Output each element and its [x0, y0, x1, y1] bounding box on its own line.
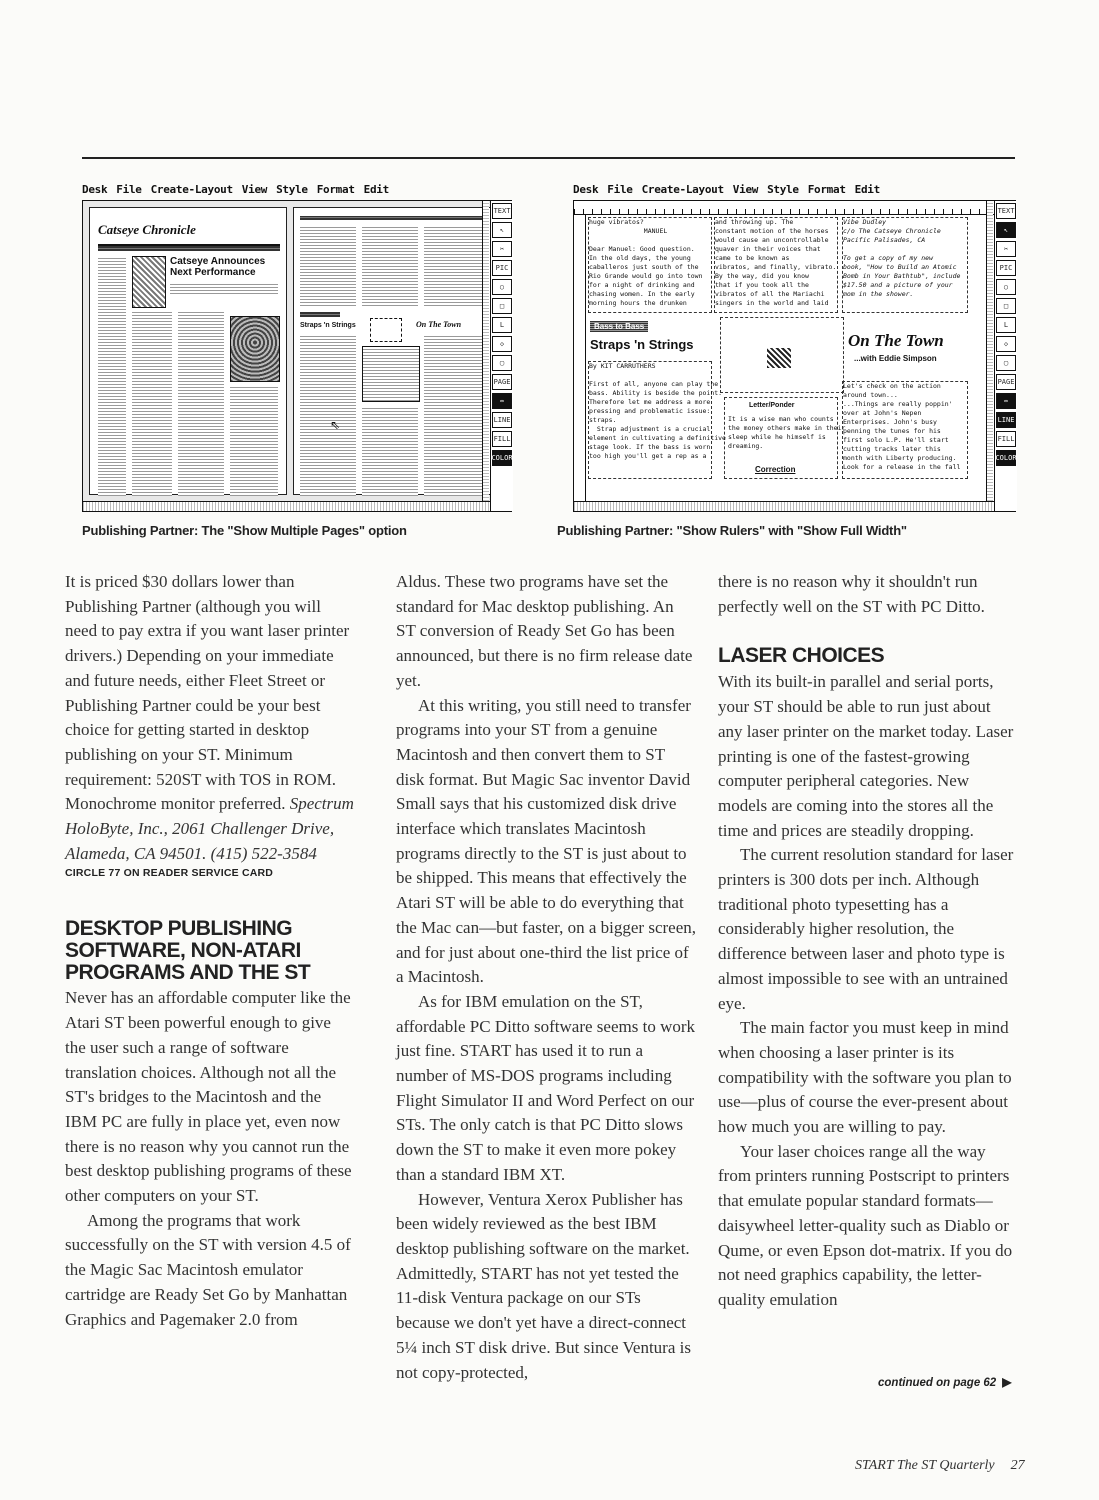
paragraph: The main factor you must keep in mind when choosing a laser printer is its compatibility with the software you plan to use—plus of course the ever-present about how much you are willing to pay. [718, 1018, 1012, 1137]
paragraph: there is no reason why it shouldn't run perfectly well on the ST with PC Ditto. [718, 572, 985, 616]
picture-tool[interactable]: PIC [492, 260, 512, 276]
article-column-3 [718, 570, 1018, 1313]
menu-view[interactable]: View [241, 183, 268, 196]
paragraph: Aldus. These two programs have set the standard for Mac desktop publishing. An ST conversion of Ready Set Go has been announced, but there is no firm release date yet. [396, 572, 693, 690]
menu-desk[interactable]: Desk [573, 183, 599, 196]
scissors-icon[interactable]: ✂ [996, 241, 1016, 257]
page-number: 27 [1010, 1458, 1025, 1473]
page-tool[interactable]: PAGE [996, 374, 1016, 390]
sidebar-correction: Correction [755, 465, 796, 474]
masthead [98, 212, 280, 246]
oval-icon[interactable]: ○ [492, 279, 512, 295]
scissors-icon[interactable]: ✂ [492, 241, 512, 257]
heading-straps-n-strings: Straps 'n Strings [590, 337, 694, 352]
swap-arrows-icon[interactable]: ⇔ [492, 393, 512, 409]
headline-1: Catseye Announces Next Performance [170, 256, 266, 278]
page-thumbnail-1[interactable] [89, 207, 287, 495]
vertical-ruler [574, 214, 586, 501]
horizontal-ruler [574, 201, 997, 215]
article-column-2 [396, 570, 696, 1385]
oval-icon[interactable]: ○ [996, 279, 1016, 295]
menu-bar [573, 183, 1016, 199]
text-frame-letter[interactable]: huge vibratos? MANUEL Dear Manuel: Good question. In the old days, the young caballeros just south of the Rio Grande would go into town for a night of drinking and chasing women. In the early morning hours the drunken [588, 217, 712, 313]
document-window [573, 200, 1016, 512]
vertical-scrollbar[interactable] [986, 201, 993, 501]
menu-format[interactable]: Format [316, 183, 355, 196]
byline-eddie-simpson: ...with Eddie Simpson [854, 354, 937, 363]
paragraph-text: It is priced $30 dollars lower than Publishing Partner (although you will need to pay extra if you want laser printer drivers.) Depending on your immediate and future needs, either Fleet Street or Publishing Partner could be your best choice for getting started in desktop publishing on your ST. Minimum requirement: 520ST with TOS in ROM. Monochrome monitor preferred. [65, 572, 350, 814]
paragraph: With its built-in parallel and serial ports, your ST should be able to run just about any laser printer on the market today. Laser printing is one of the fastest-growing computer peripheral categories. New models are coming into the stores all the time and prices are steadily dropping. [718, 672, 1014, 840]
paragraph: However, Ventura Xerox Publisher has been widely reviewed as the best IBM desktop publishing software on the market. Admittedly, START has not yet tested the 11-disk Ventura package on our STs because we don't yet have a direct-connect 5¼ inch ST disk drive. But since Ventura is not copy-protected, [396, 1189, 691, 1382]
continued-text: continued on page 62 [878, 1377, 997, 1389]
page-footer [855, 1458, 1025, 1474]
portrait-photo [230, 316, 280, 382]
picture-tool[interactable]: PIC [996, 260, 1016, 276]
line-angle-icon[interactable]: L [492, 317, 512, 333]
arrow-icon[interactable]: ↖ [996, 222, 1016, 238]
rectangle-icon[interactable]: □ [996, 298, 1016, 314]
section-heading-desktop-publishing: DESKTOP PUBLISHING SOFTWARE, NON-ATARI PROGRAMS AND THE ST [65, 917, 311, 985]
page-canvas[interactable] [83, 201, 493, 501]
diamond-icon[interactable]: ◇ [492, 336, 512, 352]
arrow-icon[interactable]: ↖ [492, 222, 512, 238]
text-frame-town-article[interactable]: Let's check on the action around town... ...Things are really poppin' over at John's Nepen Enterprises. John's busy penning the tunes for his first solo L.P. He'll start cutting tracks later this month with Liberty producing. Look for a release in the fall [842, 381, 968, 479]
menu-edit[interactable]: Edit [363, 183, 389, 196]
magazine-name: START The ST Quarterly [855, 1458, 995, 1473]
page-thumbnail-2[interactable] [293, 207, 491, 495]
paragraph: The current resolution standard for laser printers is 300 dots per inch. Although traditional photo typesetting has a considerably higher resolution, the difference between laser and photo type is almost impossible to see with an untrained eye. [718, 845, 1014, 1013]
vendor-credit: Spectrum HoloByte, Inc., 2061 Challenger Drive, Alameda, CA 94501. (415) 522-3584 [65, 794, 354, 863]
menu-file[interactable]: File [116, 183, 142, 196]
headline-town: On The Town [416, 320, 462, 329]
photo-placeholder [132, 256, 166, 308]
horizontal-scrollbar[interactable] [574, 501, 1015, 511]
sidebar-box[interactable] [724, 397, 846, 479]
masthead-title: Catseye Chronicle [98, 222, 196, 237]
menu-create-layout[interactable]: Create-Layout [150, 183, 233, 196]
diamond-icon[interactable]: ◇ [996, 336, 1016, 352]
tool-palette [490, 201, 513, 511]
paragraph [65, 570, 355, 866]
menu-desk[interactable]: Desk [82, 183, 108, 196]
horizontal-scrollbar[interactable] [83, 501, 511, 511]
line-tool[interactable]: LINE [996, 412, 1016, 428]
text-frame-signoff[interactable]: Vibe Dudley c/o The Catseye Chronicle Pacific Palisades, CA To get a copy of my new book, "How to Build an Atomic Bomb in Your Bathtub", include $17.50 and a picture of your mom in the shower. [842, 217, 968, 313]
triangle-right-icon: ▶ [1002, 1375, 1012, 1389]
rectangle-icon[interactable]: □ [492, 298, 512, 314]
menu-style[interactable]: Style [767, 183, 799, 196]
guitar-graphic [370, 318, 402, 342]
guitar-graphic [720, 317, 844, 393]
headline-straps: Straps 'n Strings [300, 322, 356, 329]
frame-icon[interactable]: ▢ [492, 355, 512, 371]
fill-tool[interactable]: FILL [996, 431, 1016, 447]
vertical-scrollbar[interactable] [482, 201, 489, 501]
menu-edit[interactable]: Edit [854, 183, 880, 196]
text-frame-straps-article[interactable]: By KIT CARRUTHERS First of all, anyone can play the bass. Ability is beside the point. Therefore let me address a more pressing and problematic issue: straps. Strap adjustment is a crucial element in cultivating a definitive stage look. If the bass is worn too high you'll get a rep as a [588, 361, 712, 479]
page-canvas[interactable] [574, 201, 997, 501]
heading-on-the-town: On The Town [848, 331, 944, 350]
text-tool[interactable]: TEXT [996, 203, 1016, 219]
continued-note [878, 1375, 1011, 1389]
text-frame-answer[interactable]: and throwing up. The constant motion of the horses would cause an uncontrollable quaver in their voices that came to be known as vibratos, and finally, vibrato. By the way, did you know that if you took all the vibratos of all the Mariachi singers in the world and laid [714, 217, 838, 313]
line-angle-icon[interactable]: L [996, 317, 1016, 333]
top-rule [82, 157, 1015, 159]
section-heading-laser-choices: LASER CHOICES [718, 644, 885, 668]
paragraph: As for IBM emulation on the ST, affordable PC Ditto software seems to work just fine. START has used it to run a number of MS-DOS programs including Flight Simulator II and Word Perfect on our STs. The only catch is that PC Ditto slows down the ST to make it even more pokey than a standard IBM XT. [396, 991, 696, 1184]
reader-service-note: CIRCLE 77 ON READER SERVICE CARD [65, 867, 274, 880]
sidebar-title: Letter/Ponder [749, 402, 795, 409]
article-column-1 [65, 570, 355, 1332]
text-tool[interactable]: TEXT [492, 203, 512, 219]
fill-tool[interactable]: FILL [492, 431, 512, 447]
menu-style[interactable]: Style [276, 183, 308, 196]
document-window [82, 200, 512, 512]
color-tool[interactable]: COLOR [492, 450, 512, 466]
menu-format[interactable]: Format [807, 183, 846, 196]
paragraph: Never has an affordable computer like the Atari ST been powerful enough to give the user such a range of software translation choices. Although not all the ST's bridges to the Macintosh and the IBM PC are fully in place yet, even now there is no reason why you cannot run the best desktop publishing programs of these other computers on your ST. [65, 988, 352, 1206]
paragraph: Your laser choices range all the way from printers running Postscript to printers that emulate popular standard formats—daisywheel letter-quality such as Diablo or Qume, or even Epson dot-matrix. If you do not need graphics capability, the letter-quality emulation [718, 1141, 1013, 1309]
caption-multiple-pages: Publishing Partner: The "Show Multiple Pages" option [82, 523, 407, 538]
page-tool[interactable]: PAGE [492, 374, 512, 390]
swap-arrows-icon[interactable]: ⇔ [996, 393, 1016, 409]
screenshot-rulers-full-width [573, 183, 1016, 513]
frame-icon[interactable]: ▢ [996, 355, 1016, 371]
menu-view[interactable]: View [732, 183, 759, 196]
menu-file[interactable]: File [607, 183, 633, 196]
screenshot-multiple-pages [82, 183, 512, 513]
tool-palette [994, 201, 1017, 511]
menu-create-layout[interactable]: Create-Layout [641, 183, 724, 196]
caption-rulers: Publishing Partner: "Show Rulers" with "Show Full Width" [557, 523, 907, 538]
line-tool[interactable]: LINE [492, 412, 512, 428]
menu-bar [82, 183, 512, 199]
paragraph: Among the programs that work successfully on the ST with version 4.5 of the Magic Sac Macintosh emulator cartridge are Ready Set Go by Manhattan Graphics and Pagemaker 2.0 from [65, 1210, 351, 1329]
heading-bass-to-bass: Bass to Bass [590, 321, 648, 332]
pointer-icon: ⇖ [330, 418, 341, 432]
paragraph: At this writing, you still need to transfer programs into your ST from a genuine Macintosh and then convert them to ST disk format. But Magic Sac inventor David Small says that his customized disk drive interface which translates Macintosh programs directly to the ST is just about to be shipped. This means that effectively the Atari ST will be able to do everything that the Mac can—but faster, on a bigger screen, and for just about one-third the list price of a Macintosh. [396, 695, 696, 987]
color-tool[interactable]: COLOR [996, 450, 1016, 466]
sidebar-text: It is a wise man who counts the money others make in their sleep while he himself is dreaming. [728, 415, 846, 450]
